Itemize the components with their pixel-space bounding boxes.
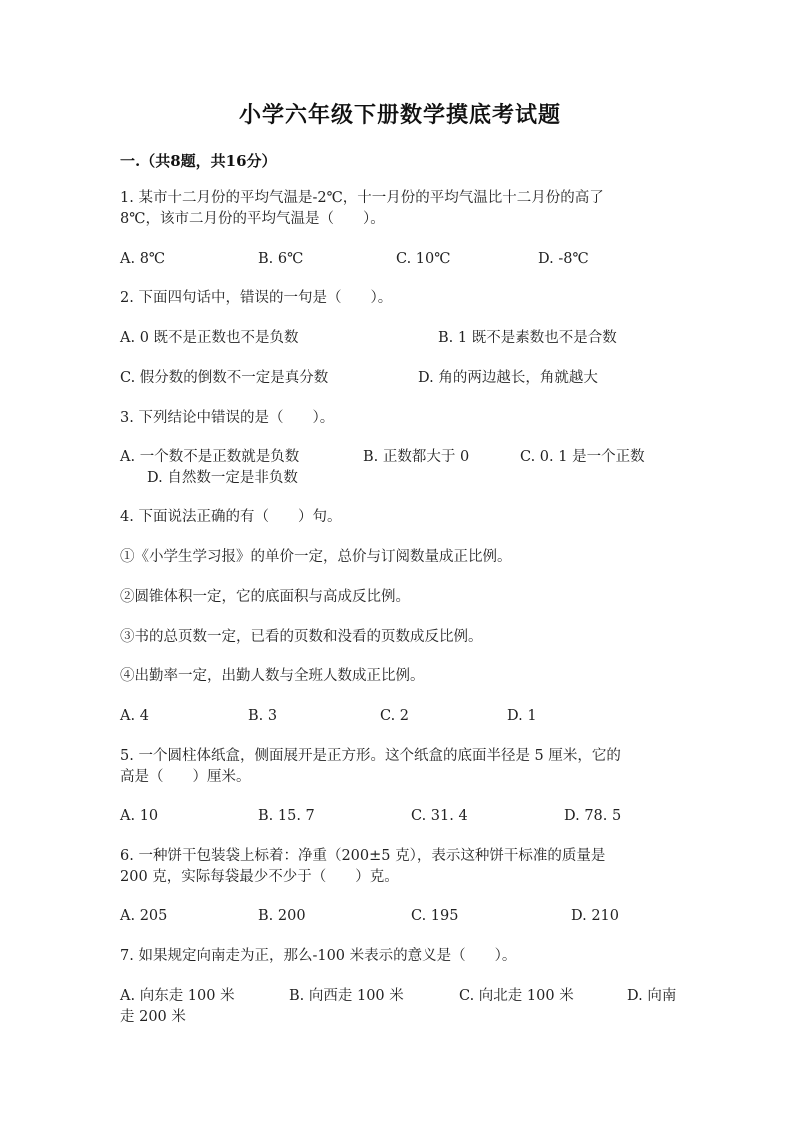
question-1-stem-line-2: 8℃，该市二月份的平均气温是（ ）。 [120,211,385,227]
question-7-option-d: D. 向南 [627,988,677,1004]
question-2-option-c: C. 假分数的倒数不一定是真分数 [120,370,329,386]
question-6-stem-line-2: 200 克，实际每袋最少不少于（ ）克。 [120,869,399,885]
question-3-stem: 3. 下列结论中错误的是（ ）。 [120,410,335,426]
question-3-option-b: B. 正数都大于 0 [363,449,470,465]
page-title: 小学六年级下册数学摸底考试题 [238,102,561,128]
question-3-option-d: D. 自然数一定是非负数 [147,470,298,486]
question-1-option-a: A. 8℃ [120,251,166,267]
question-3-option-c: C. 0. 1 是一个正数 [520,449,645,465]
question-5-option-c: C. 31. 4 [411,808,468,824]
question-2-option-d: D. 角的两边越长，角就越大 [418,370,598,386]
question-2-option-b: B. 1 既不是素数也不是合数 [438,330,617,346]
question-5-option-a: A. 10 [120,808,159,824]
question-7-option-a: A. 向东走 100 米 [120,988,235,1004]
question-4-statement-4: ④出勤率一定，出勤人数与全班人数成正比例。 [120,668,425,684]
question-1-option-c: C. 10℃ [396,251,451,267]
question-4-option-c: C. 2 [380,708,410,724]
question-6-option-c: C. 195 [411,908,459,924]
question-5-stem-line-1: 5. 一个圆柱体纸盒，侧面展开是正方形。这个纸盒的底面半径是 5 厘米，它的 [120,748,621,764]
question-4-stem: 4. 下面说法正确的有（ ）句。 [120,509,342,525]
question-2-option-a: A. 0 既不是正数也不是负数 [120,330,299,346]
question-7-stem: 7. 如果规定向南走为正，那么-100 米表示的意义是（ ）。 [120,948,517,964]
section-header: 一.（共8题，共16分） [120,152,277,170]
question-1-option-d: D. -8℃ [538,251,589,267]
question-4-statement-2: ②圆锥体积一定，它的底面积与高成反比例。 [120,589,410,605]
question-6-stem-line-1: 6. 一种饼干包装袋上标着：净重（200±5 克），表示这种饼干标准的质量是 [120,848,606,864]
question-7-option-d-continued: 走 200 米 [120,1009,186,1025]
question-6-option-b: B. 200 [258,908,306,924]
question-2-stem: 2. 下面四句话中，错误的一句是（ ）。 [120,290,393,306]
question-4-statement-3: ③书的总页数一定，已看的页数和没看的页数成反比例。 [120,629,483,645]
question-6-option-d: D. 210 [571,908,620,924]
question-4-option-b: B. 3 [248,708,278,724]
question-5-stem-line-2: 高是（ ）厘米。 [120,769,251,785]
question-5-option-b: B. 15. 7 [258,808,315,824]
question-1-option-b: B. 6℃ [258,251,304,267]
question-4-statement-1: ①《小学生学习报》的单价一定，总价与订阅数量成正比例。 [120,549,512,565]
question-4-option-d: D. 1 [507,708,537,724]
question-7-option-b: B. 向西走 100 米 [289,988,404,1004]
question-1-stem-line-1: 1. 某市十二月份的平均气温是-2℃，十一月份的平均气温比十二月份的高了 [120,190,604,206]
question-7-option-c: C. 向北走 100 米 [459,988,574,1004]
question-3-option-a: A. 一个数不是正数就是负数 [120,449,300,465]
question-6-option-a: A. 205 [120,908,168,924]
question-5-option-d: D. 78. 5 [564,808,622,824]
question-4-option-a: A. 4 [120,708,149,724]
